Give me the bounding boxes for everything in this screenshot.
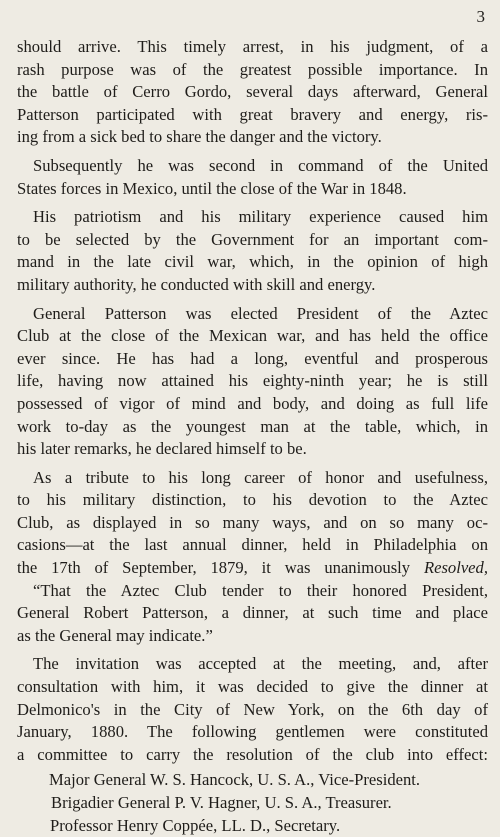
text-line <box>17 557 488 580</box>
text-line: work to-day as the youngest man at the table, which, in <box>17 416 488 436</box>
text-line: military authority, he conducted with skill and energy. <box>17 274 376 294</box>
page-number: 3 <box>476 7 485 26</box>
committee-member: Professor Henry Coppée, LL. D., Secretary. <box>50 815 341 835</box>
text-line: consultation with him, it was decided to give the dinner at <box>17 677 488 697</box>
text-line: Patterson participated with great bravery and energy, ris- <box>17 104 488 124</box>
text-line: possessed of vigor of mind and body, and doing as full life <box>17 393 488 413</box>
paragraph-3 <box>17 206 488 296</box>
text-line: The invitation was accepted at the meeting, and, after <box>33 654 488 674</box>
text-line: life, having now attained his eighty-ninth year; he is still <box>17 371 488 391</box>
text-line: General Robert Patterson, a dinner, at such time and place <box>17 603 488 623</box>
text-line: as the General may indicate.” <box>17 625 213 645</box>
text-line: ing from a sick bed to share the danger and the victory. <box>17 127 382 147</box>
text-line: a committee to carry the resolution of the club into effect: <box>17 744 488 764</box>
text-line: rash purpose was of the greatest possible importance. In <box>17 59 488 79</box>
text-line: Club at the close of the Mexican war, and has held the office <box>17 326 488 346</box>
text-line: to his military distinction, to his devotion to the Aztec <box>17 490 488 510</box>
text-line: States forces in Mexico, until the close of the War in 1848. <box>17 178 407 198</box>
text-line: to be selected by the Government for an important com- <box>17 229 488 249</box>
text-line: casions—at the last annual dinner, held in Philadelphia on <box>17 535 488 555</box>
paragraph-6-resolution-quote <box>17 580 488 648</box>
text-line: Delmonico's in the City of New York, on the 6th day of <box>17 699 488 719</box>
text-line: his later remarks, he declared himself to be. <box>17 439 307 459</box>
paragraph-2 <box>17 155 488 200</box>
paragraph-5 <box>17 467 488 580</box>
text-line: General Patterson was elected President of the Aztec <box>33 303 488 323</box>
paragraph-7 <box>17 653 488 766</box>
text-line: mand in the late civil war, which, in the opinion of high <box>17 252 488 272</box>
committee-member: Major General W. S. Hancock, U. S. A., Vice-President. <box>49 770 421 790</box>
text-line: As a tribute to his long career of honor and usefulness, <box>33 467 488 487</box>
resolved-italic: Resolved, <box>423 558 488 578</box>
paragraph-1 <box>17 36 488 149</box>
body-text <box>17 36 488 837</box>
text-span: the 17th of September, 1879, it was unanimously <box>17 558 411 578</box>
text-line: the battle of Cerro Gordo, several days afterward, General <box>17 82 488 102</box>
text-line: Subsequently he was second in command of the United <box>33 155 488 175</box>
committee-member: Brigadier General P. V. Hagner, U. S. A., Treasurer. <box>51 793 392 812</box>
text-line: January, 1880. The following gentlemen were constituted <box>17 722 488 742</box>
text-line: His patriotism and his military experience caused him <box>33 207 488 227</box>
text-line: “That the Aztec Club tender to their honored President, <box>33 580 488 600</box>
paragraph-4 <box>17 303 488 461</box>
text-line: should arrive. This timely arrest, in his judgment, of a <box>17 37 488 56</box>
text-line: ever since. He has had a long, eventful and prosperous <box>17 348 488 368</box>
text-line: Club, as displayed in so many ways, and on so many oc- <box>17 512 488 532</box>
